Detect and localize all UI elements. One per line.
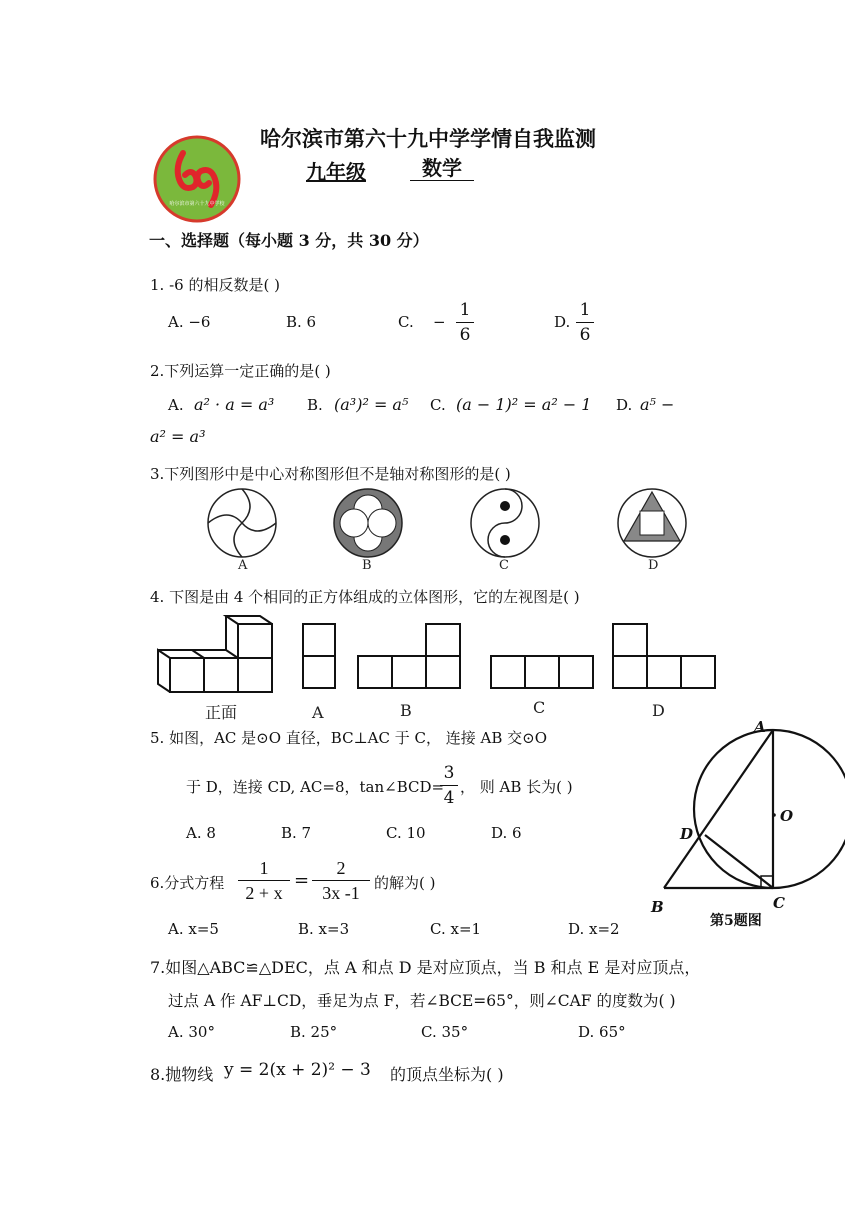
subject-label (410, 156, 474, 181)
q7-option-a: A. 30° (168, 1023, 215, 1041)
q1-d-numerator: 1 (579, 300, 591, 320)
q5-point-a: A (754, 718, 766, 736)
q6-option-d: D. x=2 (568, 920, 620, 938)
q3-figure-a (208, 489, 276, 557)
q3-label-d: D (648, 558, 659, 573)
q4-option-a-figure (303, 624, 335, 688)
q8-stem-end: 的顶点坐标为( ) (390, 1065, 504, 1084)
q1-option-a: A. −6 (168, 313, 211, 331)
q4-label-b: B (400, 701, 412, 720)
q2-option-b-label: B. (307, 396, 323, 414)
q4-option-b-figure (358, 624, 460, 688)
section-heading: 一、选择题（每小题 3 分，共 30 分） (149, 231, 429, 250)
q1-option-c-label: C. (398, 313, 414, 331)
q5-figure-caption: 第5题图 (710, 913, 762, 929)
q1-option-b: B. 6 (286, 313, 317, 331)
q3-label-c: C (499, 558, 509, 573)
q1-c-numerator: 1 (459, 300, 471, 320)
q5-point-c: C (773, 894, 785, 912)
q4-front-label: 正面 (205, 703, 238, 722)
school-logo-icon (153, 135, 241, 223)
q8-expression: y = 2(x + 2)² − 3 (224, 1060, 371, 1080)
q5-figure (640, 715, 845, 935)
q6-lhs-numerator: 1 (259, 858, 269, 878)
q6-stem-start: 6.分式方程 (150, 874, 225, 892)
q3-figure-d (618, 489, 686, 557)
q5-stem-line2-end: ， 则 AB 长为( ) (460, 778, 573, 796)
q6-option-c: C. x=1 (430, 920, 482, 938)
q3-figure-c (471, 489, 539, 557)
q3-label-b: B (362, 558, 372, 573)
grade-label: 九年级 (306, 160, 366, 184)
q2-option-d-expr-cont: a² = a³ (150, 427, 206, 446)
q5-tan-fraction (440, 763, 458, 808)
q5-option-c: C. 10 (386, 824, 426, 842)
q4-label-c: C (533, 698, 546, 717)
q5-option-d: D. 6 (491, 824, 522, 842)
q1-option-c-sign: − (433, 313, 446, 331)
q7-option-c: C. 35° (421, 1023, 469, 1041)
q3-figure-b (334, 489, 402, 557)
q2-option-b-expr: (a³)² = a⁵ (334, 395, 409, 414)
q4-label-d: D (652, 701, 665, 720)
q2-option-c-label: C. (430, 396, 446, 414)
q5-stem: 5. 如图，AC 是⊙O 直径，BC⊥AC 于 C， 连接 AB 交⊙O (150, 729, 548, 747)
q4-option-c-figure (491, 656, 593, 688)
q7-option-d: D. 65° (578, 1023, 626, 1041)
q4-stem: 4. 下图是由 4 个相同的正方体组成的立体图形，它的左视图是( ) (150, 588, 580, 606)
q1-option-c-fraction (456, 300, 474, 345)
q6-rhs-denominator: 3x -1 (322, 883, 360, 903)
q7-stem-line1: 7.如图△ABC≌△DEC，点 A 和点 D 是对应顶点，当 B 和点 E 是对应顶点， (150, 958, 701, 977)
q4-label-a: A (312, 703, 324, 722)
q6-rhs-fraction (312, 858, 370, 903)
q1-stem: 1. -6 的相反数是( ) (150, 276, 280, 294)
q3-label-a: A (238, 558, 248, 573)
q1-option-d-fraction (576, 300, 594, 345)
q1-d-denominator: 6 (579, 325, 591, 345)
q5-point-b: B (651, 898, 664, 916)
q2-option-c-expr: (a − 1)² = a² − 1 (456, 395, 592, 414)
q6-option-b: B. x=3 (298, 920, 350, 938)
q5-frac-numerator: 3 (443, 763, 455, 783)
q4-option-d-figure (613, 624, 715, 688)
q2-option-d-expr: a⁵ − (640, 395, 675, 414)
q6-equals: = (294, 870, 310, 891)
school-logo (153, 135, 241, 223)
q3-stem: 3.下列图形中是中心对称图形但不是轴对称图形的是( ) (150, 465, 511, 483)
q7-stem-line2: 过点 A 作 AF⊥CD，垂足为点 F，若∠BCE=65°，则∠CAF 的度数为( ) (168, 992, 676, 1010)
q8-stem-start: 8.抛物线 (150, 1065, 214, 1084)
q5-point-o: O (780, 807, 794, 825)
q6-stem-end: 的解为( ) (374, 874, 436, 892)
q5-frac-denominator: 4 (443, 788, 455, 808)
q1-c-denominator: 6 (459, 325, 471, 345)
q4-figures (150, 610, 725, 725)
q5-option-a: A. 8 (186, 824, 216, 842)
subject-text: 数学 (422, 156, 462, 180)
q5-stem-line2: 于 D，连接 CD, AC=8，tan∠BCD= (186, 778, 445, 796)
q6-rhs-numerator: 2 (336, 858, 346, 878)
logo-caption: 哈尔滨市第六十九中学校 (169, 201, 225, 207)
q2-option-d-label: D. (616, 396, 633, 414)
page-title: 哈尔滨市第六十九中学学情自我监测 (260, 126, 596, 151)
q6-lhs-fraction (238, 858, 290, 903)
q2-option-a-expr: a² · a = a³ (194, 395, 275, 414)
q3-figures (200, 485, 710, 575)
q4-solid-figure (158, 616, 272, 692)
q6-option-a: A. x=5 (168, 920, 219, 938)
q7-option-b: B. 25° (290, 1023, 338, 1041)
q1-option-d-label: D. (554, 313, 571, 331)
q6-lhs-denominator: 2 + x (245, 883, 283, 903)
q5-option-b: B. 7 (281, 824, 312, 842)
q5-point-d: D (680, 825, 694, 843)
q2-stem: 2.下列运算一定正确的是( ) (150, 362, 331, 380)
q2-option-a-label: A. (168, 396, 184, 414)
